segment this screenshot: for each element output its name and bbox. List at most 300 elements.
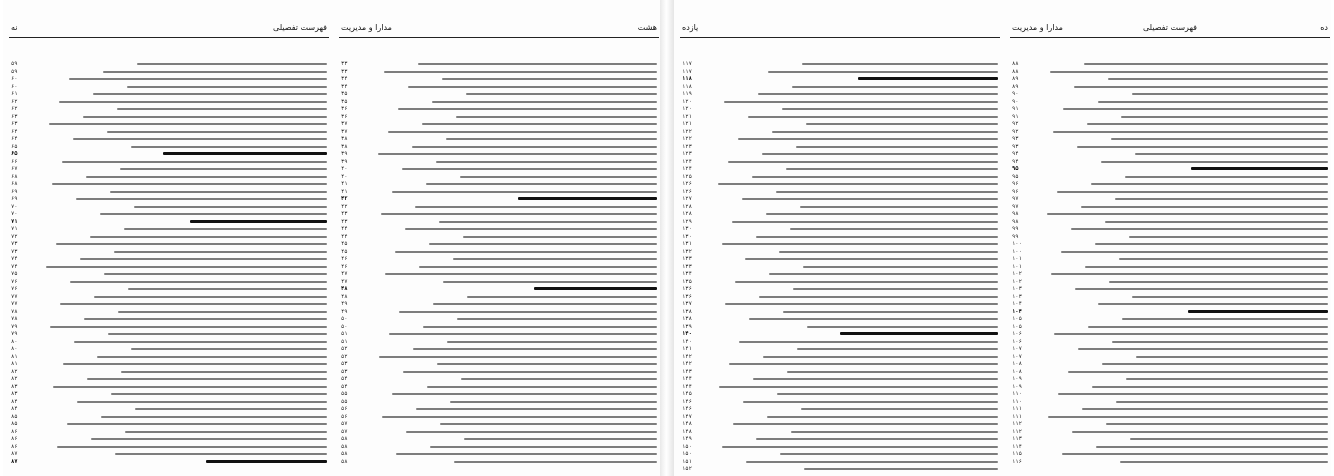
entry-text-line: [1106, 423, 1328, 425]
entry-text-line: [729, 363, 998, 365]
page-number: ۵۶: [341, 406, 348, 412]
toc-heading: [680, 0, 681, 1]
page-number: ۵۳: [341, 368, 348, 375]
header-rule: [1010, 37, 1330, 38]
entry-text-line: [63, 363, 327, 365]
entry-text-line: [67, 423, 327, 425]
page-number: ۶۱: [11, 91, 18, 97]
entry-text-line: [53, 386, 327, 388]
page-number: ۴۹: [341, 308, 348, 315]
entry-text-line: [416, 408, 657, 410]
page-number: ۱۴۶: [682, 398, 692, 405]
entry-text-line: [381, 213, 657, 215]
page-number: ۵۸: [341, 458, 348, 465]
entry-text-line: [802, 63, 998, 65]
page-number: ۱۱۶: [1012, 458, 1022, 465]
page-number: ۱۳۴: [682, 271, 692, 277]
running-title: فهرست تفصیلی: [273, 23, 327, 32]
page-number: ۱۰۷: [1012, 346, 1022, 352]
page-number: ۱۴۸: [682, 421, 692, 427]
entry-text-line: [405, 228, 657, 230]
entry-text-line: [73, 138, 327, 140]
entry-text-line: [415, 206, 657, 208]
page-number: ۱۳۱: [682, 241, 692, 247]
entry-text-line: [50, 326, 327, 328]
entry-text-line: [464, 438, 657, 440]
page-number: ۸۵: [11, 413, 18, 420]
page-number: ۹۳: [1012, 143, 1019, 150]
entry-text-line: [756, 236, 998, 238]
toc-list: [339, 60, 659, 472]
entry-text-line: [117, 108, 327, 110]
page-number: ۱۲۴: [682, 166, 692, 172]
page-number: ۹۳: [1012, 136, 1019, 142]
entry-text-line: [127, 86, 327, 88]
page-yazdah: [680, 0, 1000, 476]
book-gutter: [660, 0, 674, 476]
entry-text-line: [1075, 288, 1328, 290]
entry-text-line: [49, 123, 327, 125]
page-number: ۹۸: [1012, 218, 1019, 225]
entry-text-line: [412, 146, 657, 148]
page-number: ۱۴۳: [682, 368, 692, 375]
page-number: ۱۳۲: [682, 248, 692, 255]
page-number: ۷۶: [11, 286, 18, 292]
page-number: ۱۰۰: [1012, 241, 1022, 247]
page-number: ۱۲۲: [682, 136, 692, 142]
page-number: ۴۳: [341, 218, 348, 225]
folio: نه: [11, 23, 18, 32]
page-number: ۱۲۹: [682, 218, 692, 225]
page-number: ۴۴: [341, 226, 348, 232]
page-number: ۱۳۷: [682, 301, 692, 307]
page-number: ۱۴۰: [682, 331, 692, 337]
entry-text-line: [453, 258, 657, 260]
page-number: ۴۵: [341, 248, 348, 255]
entry-text-line: [402, 168, 657, 170]
page-number: ۱۵۱: [682, 458, 692, 465]
page-number: ۱۴۹: [682, 436, 692, 442]
page-number: ۴۰: [341, 173, 348, 180]
page-number: ۴۴: [341, 233, 348, 240]
extra-running-titles: [0, 0, 1, 1]
page-number: ۸۹: [1012, 83, 1019, 90]
entry-text-line: [1095, 243, 1328, 245]
page-number: ۱۳۳: [682, 263, 692, 270]
entry-text-line: [1081, 206, 1328, 208]
folio: ده: [1320, 23, 1328, 32]
page-number: ۱۴۵: [682, 391, 692, 397]
entry-text-line: [83, 116, 327, 118]
entry-text-line: [1130, 438, 1328, 440]
left-spread: [3, 0, 660, 476]
page-number: ۱۱۲: [1012, 428, 1022, 435]
page-number: ۶۷: [11, 166, 18, 172]
toc-list: [680, 60, 1000, 472]
page-number: ۱۰۲: [1012, 278, 1022, 285]
page-number: ۱۳۹: [682, 323, 692, 330]
page-number: ۸۸: [1012, 61, 1019, 67]
page-number: ۶۳: [11, 121, 18, 127]
entry-text-line: [107, 131, 327, 133]
entry-text-line: [121, 371, 327, 373]
entry-text-line: [419, 266, 657, 268]
entry-text-line: [793, 288, 998, 290]
entry-text-line: [433, 303, 657, 305]
entry-text-line: [1074, 86, 1328, 88]
entry-text-line: [1048, 416, 1328, 418]
folio: یازده: [682, 23, 699, 32]
entry-text-line: [718, 183, 998, 185]
entry-text-line: [1098, 101, 1328, 103]
right-spread: [674, 0, 1331, 476]
page-number: ۶۲: [11, 106, 18, 112]
entry-text-line: [135, 408, 327, 410]
page-number: ۱۴۲: [682, 353, 692, 360]
page-number: ۹۰: [1012, 91, 1019, 97]
page-number: ۱۰۸: [1012, 361, 1022, 367]
entry-text-line: [1136, 356, 1328, 358]
entry-text-line: [803, 266, 998, 268]
entry-text-line: [1122, 318, 1328, 320]
page-number: ۴۲: [341, 203, 348, 210]
page-number: ۵۹: [11, 61, 18, 67]
page-number: ۷۸: [11, 316, 18, 322]
entry-text-line: [86, 176, 327, 178]
entry-text-line: [1101, 161, 1328, 163]
entry-text-line: [137, 63, 327, 65]
page-number: ۴۶: [341, 256, 348, 262]
page-number: ۱۱۳: [1012, 436, 1022, 442]
entry-text-line: [440, 423, 657, 425]
page-number: ۱۲۸: [682, 203, 692, 210]
page-number: ۴۰: [341, 166, 348, 172]
entry-text-line: [806, 123, 998, 125]
page-number: ۱۴۴: [682, 383, 692, 390]
page-number: ۳۳: [341, 68, 348, 75]
entry-text-line: [787, 371, 998, 373]
page-number: ۵۷: [341, 428, 348, 435]
entry-text-line: [1082, 408, 1328, 410]
page-number: ۶۲: [11, 98, 18, 105]
entry-text-line: [797, 348, 998, 350]
entry-text-line: [767, 416, 998, 418]
entry-text-line: [804, 468, 998, 470]
page-number: ۸۷: [11, 458, 18, 465]
entry-text-line: [413, 348, 657, 350]
page-number: ۵۷: [341, 421, 348, 427]
entry-text-line: [1078, 348, 1328, 350]
page-number: ۱۲۰: [682, 98, 692, 105]
entry-text-line: [131, 348, 327, 350]
entry-text-line: [437, 363, 657, 365]
entry-text-line: [118, 311, 327, 313]
entry-text-line: [1120, 461, 1328, 463]
entry-text-line: [742, 198, 998, 200]
entry-text-line: [87, 378, 327, 380]
entry-text-line: [1115, 198, 1328, 200]
entry-text-line: [1116, 401, 1328, 403]
entry-text-line: [1091, 183, 1328, 185]
page-number: ۹۰: [1012, 98, 1019, 105]
entry-text-line: [90, 236, 327, 238]
page-number: ۷۰: [11, 203, 18, 210]
entry-text-line: [732, 221, 998, 223]
entry-text-line: [518, 197, 657, 200]
entry-text-line: [749, 318, 998, 320]
page-number: ۱۳۶: [682, 286, 692, 292]
entry-text-line: [70, 281, 327, 283]
page-number: ۱۰۸: [1012, 368, 1022, 375]
page-number: ۳۴: [341, 83, 348, 90]
entry-text-line: [423, 326, 657, 328]
page-number: ۴۱: [341, 188, 348, 195]
entry-text-line: [1191, 167, 1328, 170]
page-number: ۶۰: [11, 83, 18, 90]
toc-list: [9, 60, 329, 472]
page-number: ۴۱: [341, 181, 348, 187]
page-number: ۳۵: [341, 98, 348, 105]
page-number: ۳۴: [341, 76, 348, 82]
entry-text-line: [1111, 138, 1328, 140]
page-number: ۱۵۲: [682, 466, 692, 472]
page-number: ۷۷: [11, 301, 18, 307]
entry-text-line: [786, 168, 998, 170]
page-number: ۱۳۶: [682, 293, 692, 300]
entry-text-line: [768, 71, 998, 73]
header-rule: [9, 37, 329, 38]
page-number: ۹۴: [1012, 151, 1019, 157]
entry-text-line: [392, 191, 657, 193]
folio: هشت: [637, 23, 657, 32]
entry-text-line: [443, 281, 657, 283]
page-number: ۳۹: [341, 151, 348, 157]
page-number: ۷۲: [11, 233, 18, 240]
entry-text-line: [91, 438, 327, 440]
page-number: ۱۱۷: [682, 61, 692, 67]
page-number: ۸۴: [11, 398, 18, 405]
page-number: ۶۹: [11, 196, 18, 202]
entry-text-line: [100, 213, 327, 215]
entry-text-line: [104, 273, 327, 275]
entry-text-line: [1062, 453, 1328, 455]
entry-text-line: [725, 303, 998, 305]
entry-text-line: [62, 161, 327, 163]
entry-text-line: [103, 71, 327, 73]
page-number: ۱۳۵: [682, 278, 692, 285]
entry-text-line: [447, 341, 657, 343]
entry-text-line: [463, 236, 657, 238]
section-title: فهرست تفصیلی: [1143, 23, 1197, 32]
entry-text-line: [134, 206, 327, 208]
entry-text-line: [395, 251, 657, 253]
entry-text-line: [115, 453, 327, 455]
entry-text-line: [780, 453, 998, 455]
entry-text-line: [772, 131, 998, 133]
page-number: ۳۷: [341, 121, 348, 127]
page-number: ۸۶: [11, 436, 18, 442]
entry-text-line: [1132, 93, 1328, 95]
entry-text-line: [108, 333, 327, 335]
page-number: ۶۹: [11, 188, 18, 195]
entry-text-line: [1105, 221, 1328, 223]
page-number: ۳۹: [341, 158, 348, 165]
page-number: ۷۳: [11, 241, 18, 247]
entry-text-line: [378, 153, 657, 155]
entry-text-line: [1112, 341, 1328, 343]
page-number: ۱۱۹: [682, 91, 692, 97]
entry-text-line: [1126, 378, 1328, 380]
page-number: ۷۸: [11, 308, 18, 315]
page-number: ۹۶: [1012, 181, 1019, 187]
entry-text-line: [101, 416, 327, 418]
page-number: ۴۹: [341, 301, 348, 307]
running-title: [0, 0, 1, 1]
entry-text-line: [432, 101, 657, 103]
page-number: ۱۱۱: [1012, 406, 1022, 412]
page-number: ۷۹: [11, 331, 18, 337]
page-number: ۳۳: [341, 61, 348, 67]
entry-text-line: [406, 431, 657, 433]
entry-text-line: [1096, 446, 1328, 448]
page-number: ۹۸: [1012, 211, 1019, 217]
page-number: ۵۳: [341, 361, 348, 367]
page-number: ۵۹: [11, 68, 18, 75]
toc-heading: [1010, 0, 1011, 1]
page-number: ۹۵: [1012, 173, 1019, 180]
page-number: ۱۲۲: [682, 128, 692, 135]
entry-text-line: [93, 93, 327, 95]
page-number: ۸۷: [11, 451, 18, 457]
entry-text-line: [800, 206, 998, 208]
page-number: ۹۱: [1012, 106, 1019, 112]
toc-headings: [339, 0, 340, 1]
entry-text-line: [1085, 266, 1328, 268]
entry-text-line: [858, 77, 998, 80]
page-number: ۱۲۳: [682, 143, 692, 150]
page-number: ۱۰۹: [1012, 383, 1022, 390]
page-number: ۱۰۴: [1012, 308, 1022, 315]
entry-text-line: [408, 86, 657, 88]
entry-text-line: [450, 401, 657, 403]
entry-text-line: [1077, 146, 1328, 148]
toc-headings: [680, 0, 681, 1]
page-number: ۵۵: [341, 398, 348, 405]
entry-text-line: [777, 393, 998, 395]
page-number: ۱۱۸: [682, 76, 692, 82]
entry-text-line: [782, 108, 998, 110]
header-rule: [680, 37, 1000, 38]
page-number: ۱۱۰: [1012, 391, 1022, 397]
entry-text-line: [756, 438, 998, 440]
page-na: [9, 0, 329, 476]
page-number: ۱۱۷: [682, 68, 692, 75]
page-number: ۱۰۷: [1012, 353, 1022, 360]
entry-text-line: [745, 258, 998, 260]
entry-text-line: [466, 93, 657, 95]
entry-text-line: [446, 138, 657, 140]
page-number: ۵۲: [341, 353, 348, 360]
entry-text-line: [76, 198, 327, 200]
entry-text-line: [427, 386, 657, 388]
page-number: ۳۵: [341, 91, 348, 97]
page-number: ۶۳: [11, 113, 18, 120]
entry-text-line: [206, 460, 327, 463]
entry-text-line: [762, 153, 998, 155]
entry-text-line: [398, 108, 657, 110]
entry-text-line: [392, 393, 657, 395]
running-title: مدارا و مدیریت: [1012, 23, 1063, 32]
page-number: ۱۴۲: [682, 361, 692, 367]
toc-headings: [1010, 0, 1011, 1]
toc-list: [1010, 60, 1330, 472]
page-number: ۶۴: [11, 128, 18, 135]
entry-text-line: [1135, 153, 1328, 155]
entry-text-line: [59, 101, 327, 103]
page-number: ۸۶: [11, 443, 18, 450]
page-number: ۵۸: [341, 443, 348, 450]
entry-text-line: [738, 138, 998, 140]
entry-text-line: [752, 176, 998, 178]
entry-text-line: [57, 446, 327, 448]
page-number: ۸۴: [11, 406, 18, 412]
page-number: ۱۴۱: [682, 346, 692, 352]
entry-text-line: [69, 78, 327, 80]
page-number: ۱۳۸: [682, 308, 692, 315]
entry-text-line: [190, 220, 327, 223]
entry-text-line: [384, 71, 657, 73]
entry-text-line: [52, 183, 327, 185]
page-number: ۱۳۸: [682, 316, 692, 322]
entry-text-line: [763, 356, 998, 358]
page-number: ۳۸: [341, 136, 348, 142]
entry-text-line: [1072, 431, 1328, 433]
page-number: ۱۲۴: [682, 158, 692, 165]
entry-text-line: [114, 251, 327, 253]
page-number: ۱۳۰: [682, 226, 692, 232]
page-number: ۱۴۶: [682, 406, 692, 412]
entry-text-line: [399, 311, 657, 313]
entry-text-line: [776, 191, 998, 193]
page-number: ۴۶: [341, 263, 348, 270]
page-number: ۹۷: [1012, 203, 1019, 210]
entry-text-line: [722, 243, 998, 245]
entry-text-line: [422, 123, 657, 125]
entry-text-line: [1129, 236, 1328, 238]
page-number: ۹۵: [1012, 166, 1019, 172]
page-number: ۱۲۱: [682, 113, 692, 120]
page-number: ۱۰۶: [1012, 338, 1022, 345]
entry-text-line: [1051, 273, 1328, 275]
entry-text-line: [759, 296, 998, 298]
entry-text-line: [1071, 228, 1328, 230]
entry-text-line: [131, 146, 327, 148]
entry-text-line: [1087, 123, 1328, 125]
entry-text-line: [124, 228, 327, 230]
page-number: ۵۵: [341, 391, 348, 397]
page-number: ۱۴۴: [682, 376, 692, 382]
entry-text-line: [77, 401, 327, 403]
page-number: ۵۶: [341, 413, 348, 420]
entry-text-line: [429, 243, 657, 245]
entry-text-line: [439, 221, 657, 223]
entry-text-line: [1057, 191, 1328, 193]
entry-text-line: [733, 423, 998, 425]
page-number: ۴۳: [341, 211, 348, 217]
page-number: ۶۰: [11, 76, 18, 82]
page-number: ۱۲۶: [682, 181, 692, 187]
entry-text-line: [779, 251, 998, 253]
